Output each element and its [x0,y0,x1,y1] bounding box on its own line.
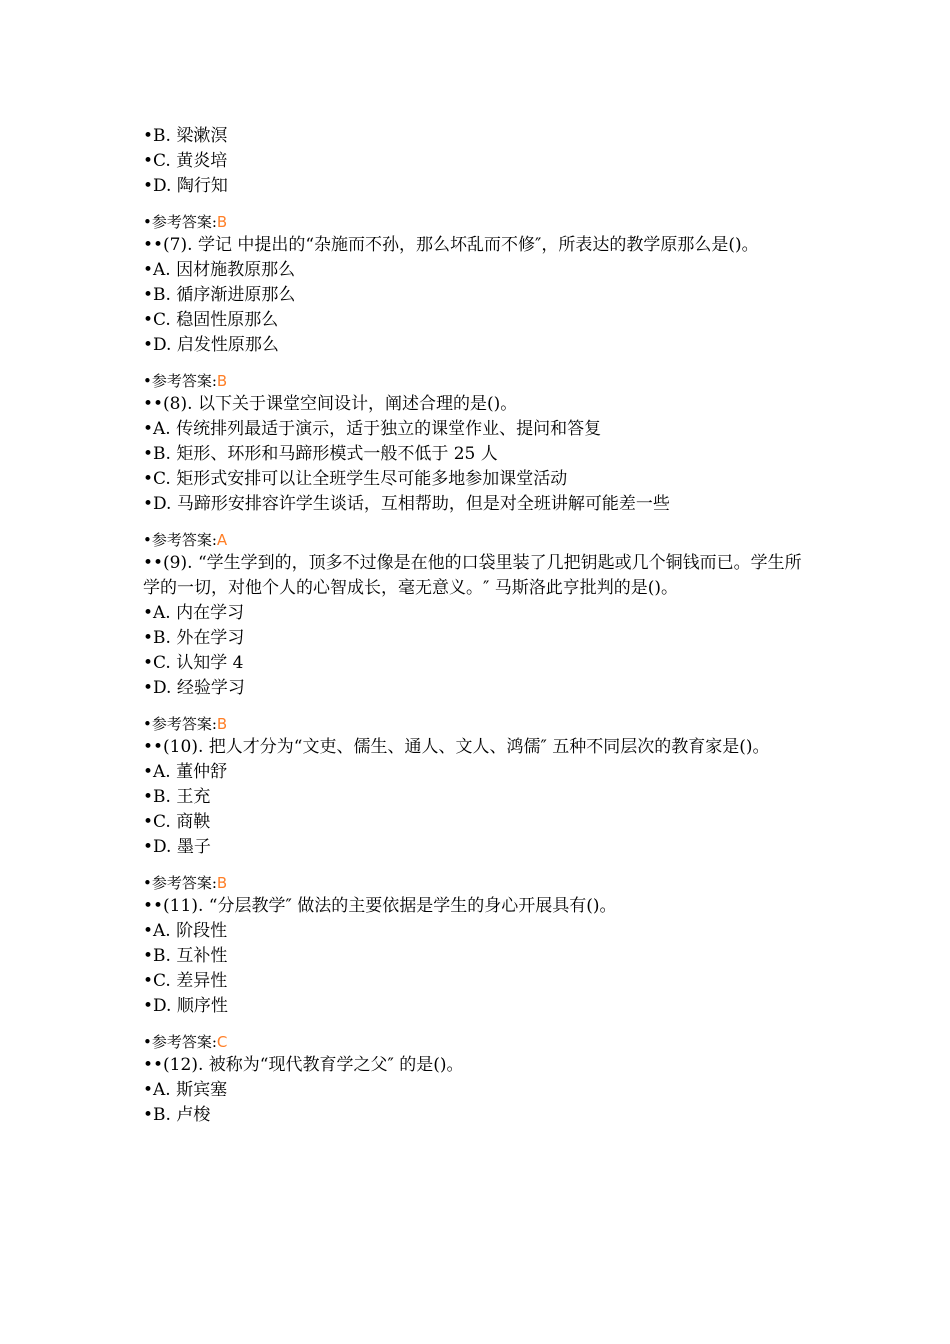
answer-label: •参考答案: [143,372,217,390]
option-line: •B. 循序渐进原那么 [143,285,296,305]
answer-letter: B [216,715,228,733]
option-line: •A. 内在学习 [143,603,245,623]
option-line: •B. 外在学习 [143,628,245,648]
option-line: •B. 互补性 [143,946,228,966]
option-line: •A. 传统排列最适于演示，适于独立的课堂作业、提问和答复 [143,419,602,439]
answer-letter: B [216,213,228,231]
option-line: •A. 阶段性 [143,921,228,941]
option-line: •C. 认知学 4 [143,653,244,673]
question-text: ••(12). 被称为“现代教育学之父″ 的是()。 [143,1055,464,1075]
option-line: •D. 陶行知 [143,176,228,196]
question-text: ••(9). “学生学到的，顶多不过像是在他的口袋里装了几把钥匙或几个铜钱而已。学生所学的一切，对他个人的心智成长，毫无意义。″ 马斯洛此亨批判的是()。 [143,553,802,598]
option-line: •D. 墨子 [143,837,211,857]
question-text: ••(8). 以下关于课堂空间设计，阐述合理的是()。 [143,394,518,414]
answer-line [143,529,813,551]
question-text: ••(7). 学记 中提出的“杂施而不孙，那么坏乱而不修″，所表达的教学原那么是()。 [143,235,759,255]
answer-line [143,1031,813,1053]
option-line: •D. 顺序性 [143,996,228,1016]
answer-label: •参考答案: [143,874,217,892]
option-line: •D. 经验学习 [143,678,245,698]
option-line: •A. 因材施教原那么 [143,260,296,280]
answer-line [143,713,813,735]
answer-letter: B [216,372,228,390]
option-line: •B. 王充 [143,787,211,807]
option-line: •C. 矩形式安排可以让全班学生尽可能多地参加课堂活动 [143,469,568,489]
answer-line [143,370,813,392]
option-line: •C. 稳固性原那么 [143,310,279,330]
answer-letter: A [216,531,228,549]
option-line: •B. 卢梭 [143,1105,211,1125]
option-line: •D. 启发性原那么 [143,335,279,355]
option-line: •D. 马蹄形安排容许学生谈话，互相帮助，但是对全班讲解可能差一些 [143,494,670,514]
answer-label: •参考答案: [143,1033,217,1051]
answer-label: •参考答案: [143,531,217,549]
answer-letter: C [216,1033,228,1051]
option-line: •A. 斯宾塞 [143,1080,228,1100]
option-line: •C. 差异性 [143,971,228,991]
option-line: •B. 矩形、环形和马蹄形模式一般不低于 25 人 [143,444,498,464]
answer-label: •参考答案: [143,213,217,231]
answer-label: •参考答案: [143,715,217,733]
answer-line [143,211,813,233]
answer-letter: B [216,874,228,892]
document-page [143,124,813,1128]
option-line: •C. 商鞅 [143,812,211,832]
option-line: •A. 董仲舒 [143,762,228,782]
answer-line [143,872,813,894]
question-text: ••(10). 把人才分为“文吏、儒生、通人、文人、鸿儒″ 五种不同层次的教育家是()。 [143,737,770,757]
option-line: •C. 黄炎培 [143,151,228,171]
question-text: ••(11). “分层教学″ 做法的主要依据是学生的身心开展具有()。 [143,896,617,916]
option-line: •B. 梁漱溟 [143,126,228,146]
